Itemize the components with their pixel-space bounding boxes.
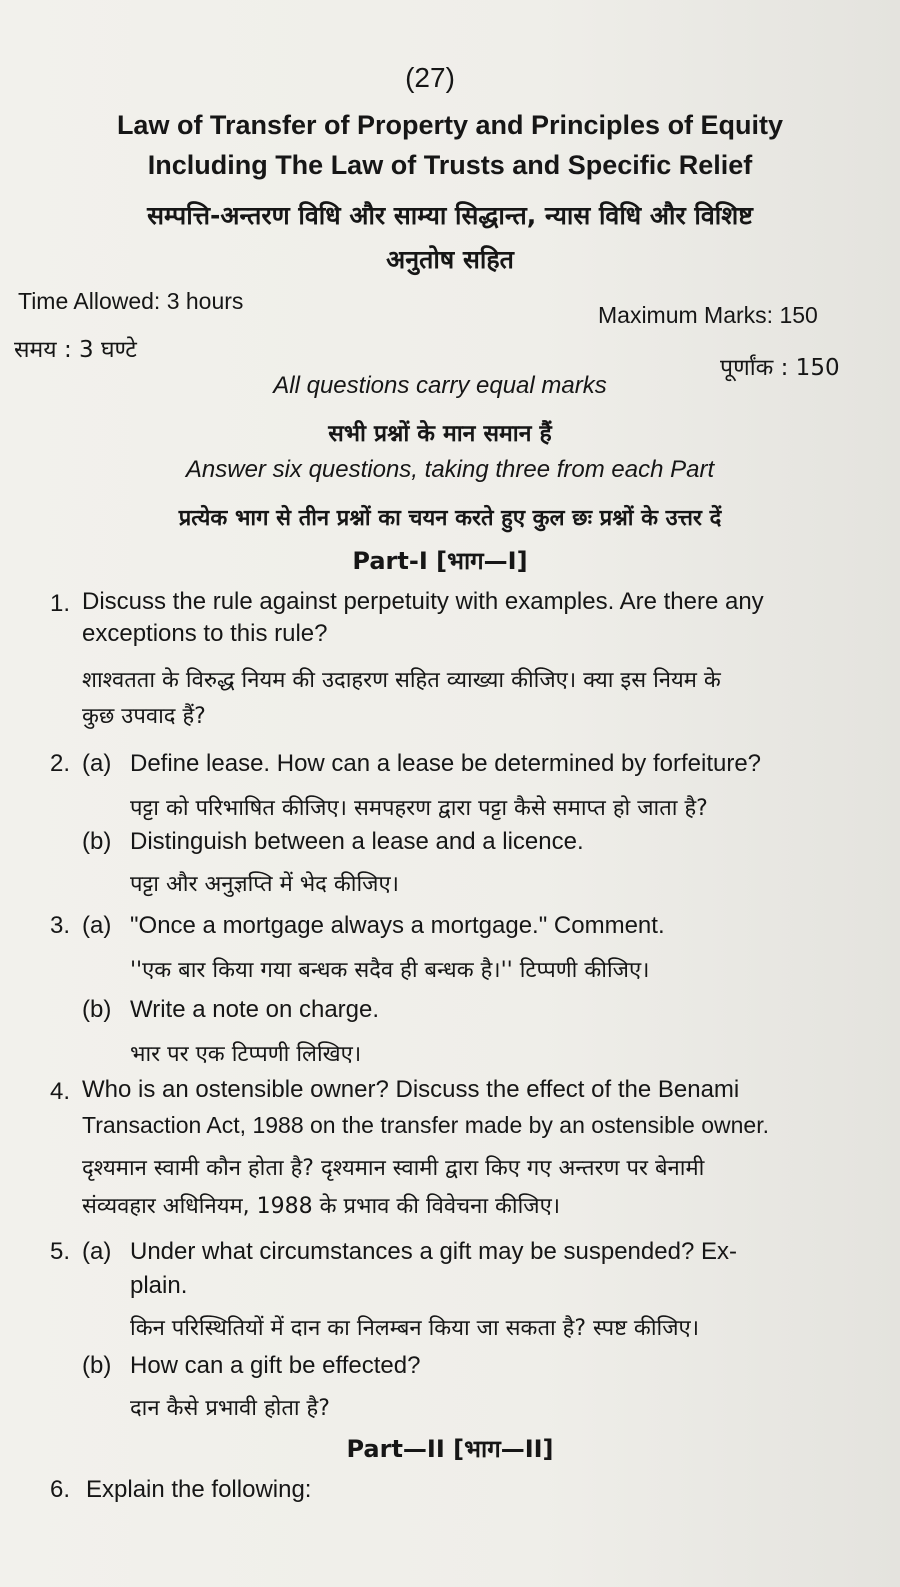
title-line-1: Law of Transfer of Property and Principles of Equity (116, 110, 784, 140)
question-2-number: 2. (50, 750, 71, 777)
title-line-2: Including The Law of Trusts and Specific Relief (147, 150, 753, 180)
question-5a-text-line-1: Under what circumstances a gift may be suspended? Ex- (130, 1238, 737, 1265)
question-3-number: 3. (50, 912, 71, 939)
question-5-number: 5. (50, 1238, 71, 1265)
question-4-text-line-2: Transaction Act, 1988 on the transfer made by an ostensible owner. (82, 1112, 770, 1138)
question-1-hindi-line-1: शाश्वतता के विरुद्ध नियम की उदाहरण सहित व्याख्या कीजिए। क्या इस नियम के (82, 668, 721, 693)
question-3b-hindi: भार पर एक टिप्पणी लिखिए। (130, 1042, 362, 1067)
question-3a-label: (a) (82, 912, 112, 939)
part-1-heading: Part-I [भाग—I] (352, 547, 528, 575)
part-2-heading: Part—II [भाग—II] (346, 1435, 554, 1463)
question-5a-hindi: किन परिस्थितियों में दान का निलम्बन किया जा सकता है? स्पष्ट कीजिए। (130, 1316, 700, 1341)
question-6-text: Explain the following: (86, 1476, 312, 1503)
question-5b-text: How can a gift be effected? (130, 1352, 421, 1379)
question-3b-label: (b) (82, 996, 112, 1023)
question-2b-label: (b) (82, 828, 112, 855)
question-5b-label: (b) (82, 1352, 112, 1379)
question-2b-text: Distinguish between a lease and a licence. (130, 828, 584, 855)
maximum-marks: Maximum Marks: 150 (598, 302, 818, 328)
question-2a-hindi: पट्टा को परिभाषित कीजिए। समपहरण द्वारा पट्टा कैसे समाप्त हो जाता है? (130, 796, 708, 821)
time-allowed-hindi: समय : 3 घण्टे (14, 337, 137, 363)
question-1-text-line-1: Discuss the rule against perpetuity with examples. Are there any (82, 588, 764, 615)
question-4-text-line-1: Who is an ostensible owner? Discuss the effect of the Benami (82, 1076, 740, 1103)
question-2b-hindi: पट्टा और अनुज्ञप्ति में भेद कीजिए। (130, 872, 399, 897)
question-3b-text: Write a note on charge. (130, 996, 380, 1023)
maximum-marks-hindi: पूर्णांक : 150 (720, 355, 840, 381)
question-3a-hindi: ''एक बार किया गया बन्धक सदैव ही बन्धक है।'' टिप्पणी कीजिए। (130, 958, 650, 983)
question-6-number: 6. (50, 1476, 71, 1503)
question-2a-label: (a) (82, 750, 112, 777)
question-4-hindi-line-1: दृश्यमान स्वामी कौन होता है? दृश्यमान स्वामी द्वारा किए गए अन्तरण पर बेनामी (82, 1156, 705, 1181)
question-1-text-line-2: exceptions to this rule? (82, 620, 328, 647)
page-number: (27) (405, 62, 455, 93)
question-5a-text-line-2: plain. (130, 1272, 188, 1299)
question-1-hindi-line-2: कुछ उपवाद हैं? (82, 704, 206, 729)
time-allowed: Time Allowed: 3 hours (18, 288, 244, 314)
question-5b-hindi: दान कैसे प्रभावी होता है? (130, 1396, 330, 1421)
answer-instruction-hindi: प्रत्येक भाग से तीन प्रश्नों का चयन करते हुए कुल छः प्रश्नों के उत्तर दें (178, 506, 722, 531)
equal-marks-note-hindi: सभी प्रश्नों के मान समान हैं (328, 421, 552, 447)
question-4-number: 4. (50, 1078, 71, 1105)
question-3a-text: "Once a mortgage always a mortgage." Comment. (130, 912, 665, 939)
title-hindi-line-2: अनुतोष सहित (386, 245, 514, 274)
answer-instruction: Answer six questions, taking three from each Part (185, 456, 715, 483)
question-1-number: 1. (50, 590, 71, 617)
question-4-hindi-line-2: संव्यवहार अधिनियम, 1988 के प्रभाव की विवेचना कीजिए। (82, 1194, 561, 1219)
question-2a-text: Define lease. How can a lease be determined by forfeiture? (130, 750, 762, 777)
title-hindi-line-1: सम्पत्ति-अन्तरण विधि और साम्या सिद्धान्त, न्यास विधि और विशिष्ट (147, 201, 753, 230)
question-5a-label: (a) (82, 1238, 112, 1265)
equal-marks-note: All questions carry equal marks (273, 372, 607, 399)
